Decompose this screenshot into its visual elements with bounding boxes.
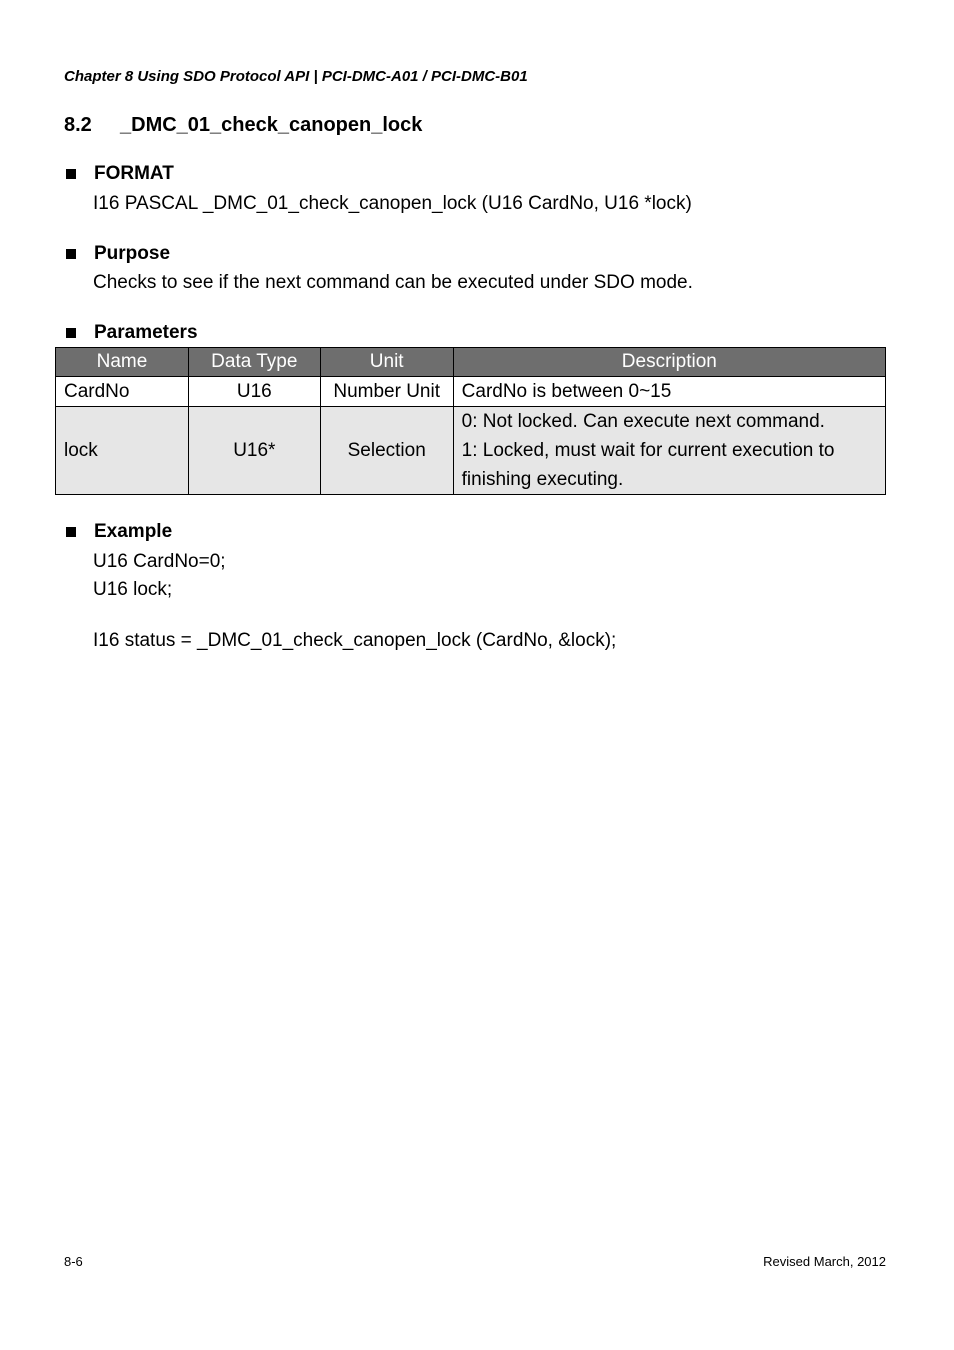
format-text: I16 PASCAL _DMC_01_check_canopen_lock (U16 CardNo, U16 *lock)	[93, 193, 692, 214]
description-line: 1: Locked, must wait for current execution to	[461, 440, 835, 461]
column-header-description: Description	[453, 348, 885, 377]
bullet-square-icon	[66, 527, 76, 537]
column-header-name: Name	[56, 348, 189, 377]
param-type: U16	[188, 377, 320, 407]
parameters-table	[55, 347, 886, 495]
param-type: U16*	[188, 407, 320, 495]
purpose-heading: Purpose	[64, 243, 170, 265]
section-name: _DMC_01_check_canopen_lock	[120, 114, 423, 136]
format-heading: FORMAT	[64, 163, 174, 185]
example-heading: Example	[64, 521, 172, 543]
page-number: 8-6	[64, 1254, 83, 1269]
table-row	[56, 407, 886, 495]
purpose-text: Checks to see if the next command can be executed under SDO mode.	[93, 272, 693, 293]
param-name: CardNo	[56, 377, 189, 407]
page-header: Chapter 8 Using SDO Protocol API | PCI-DMC-A01 / PCI-DMC-B01	[64, 68, 528, 85]
param-unit: Selection	[320, 407, 453, 495]
description-line: finishing executing.	[461, 469, 624, 490]
section-title	[64, 114, 422, 137]
param-description	[453, 407, 885, 495]
param-name: lock	[56, 407, 189, 495]
table-row	[56, 377, 886, 407]
description-line: 0: Not locked. Can execute next command.	[461, 411, 825, 432]
example-line: U16 CardNo=0;	[93, 551, 226, 572]
param-description: CardNo is between 0~15	[453, 377, 885, 407]
bullet-square-icon	[66, 328, 76, 338]
bullet-square-icon	[66, 249, 76, 259]
parameters-heading: Parameters	[64, 322, 198, 344]
column-header-unit: Unit	[320, 348, 453, 377]
section-number: 8.2	[64, 114, 92, 136]
bullet-square-icon	[66, 169, 76, 179]
param-unit: Number Unit	[320, 377, 453, 407]
revision-date: Revised March, 2012	[763, 1254, 886, 1269]
column-header-data-type: Data Type	[188, 348, 320, 377]
example-line: U16 lock;	[93, 579, 173, 600]
example-line: I16 status = _DMC_01_check_canopen_lock (CardNo, &lock);	[93, 630, 617, 651]
